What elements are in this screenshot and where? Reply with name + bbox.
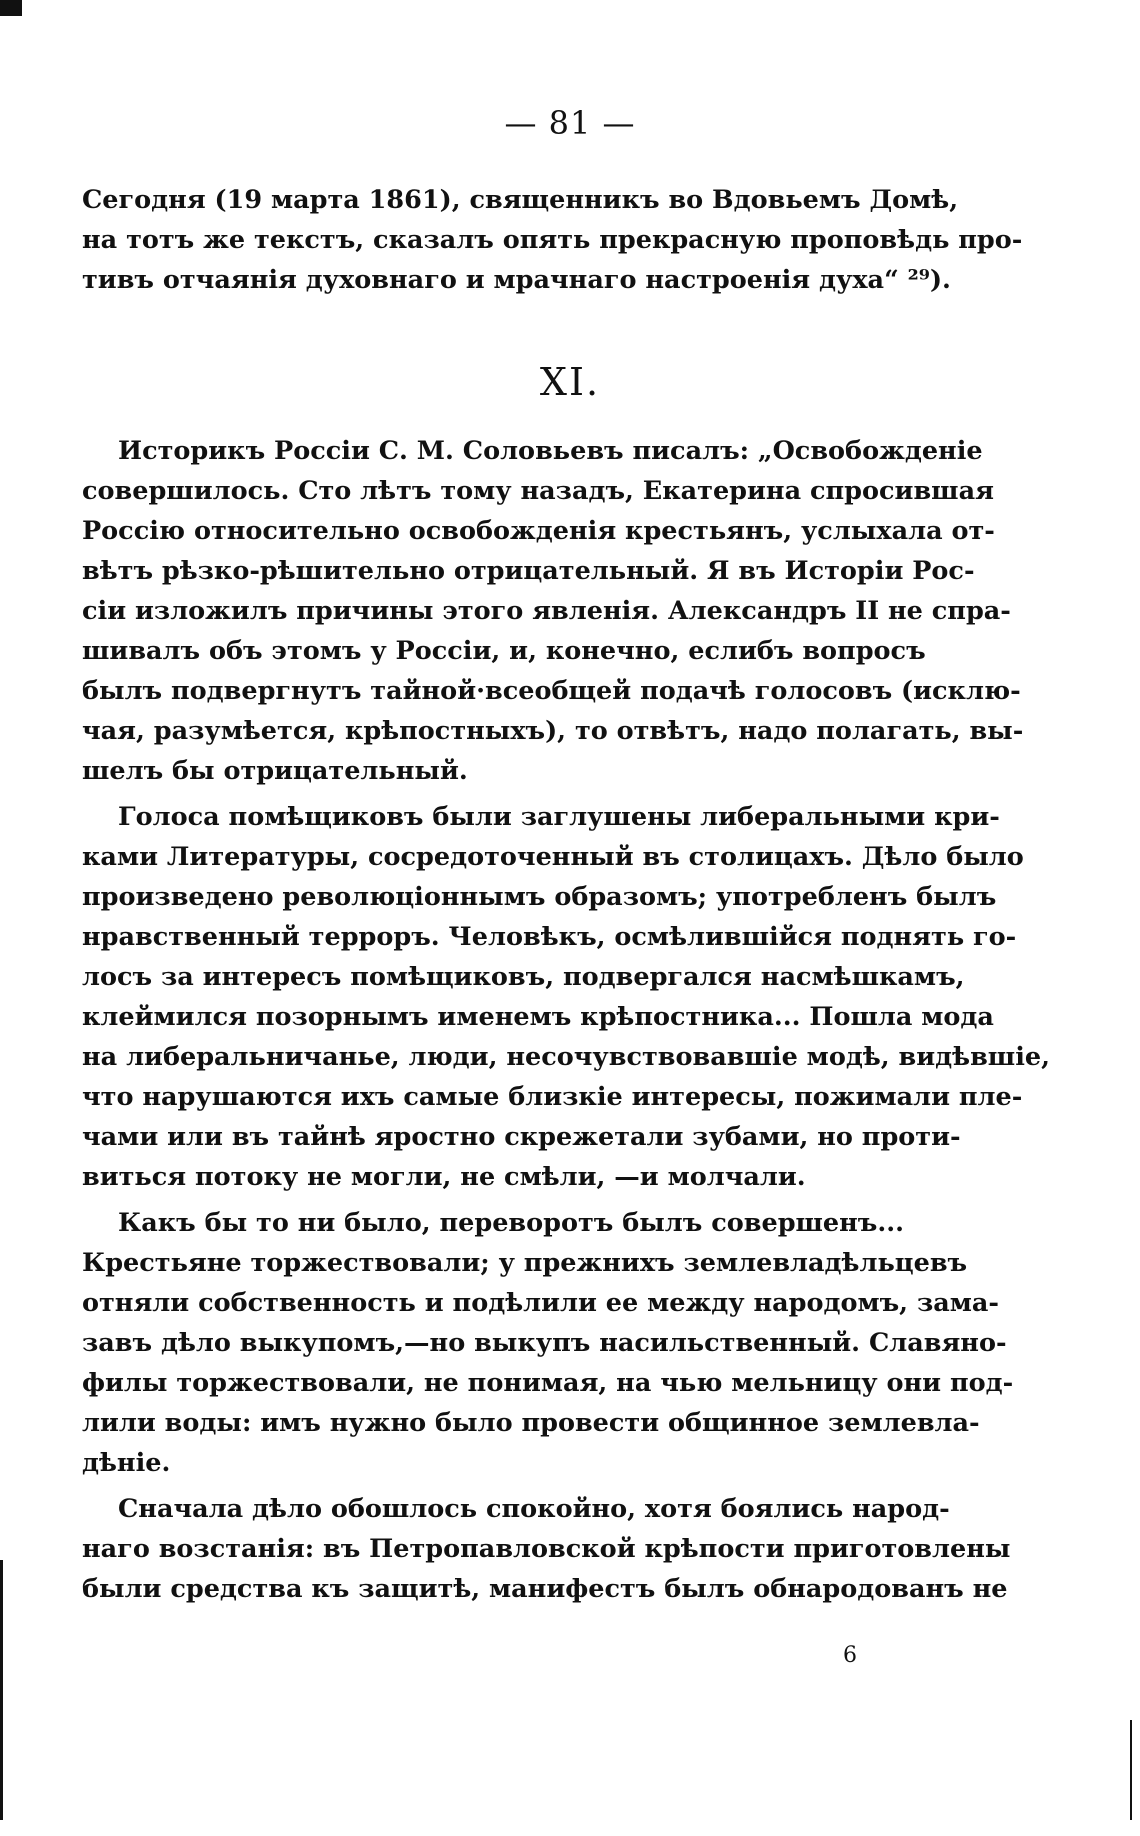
text-line: чами или въ тайнѣ яростно скрежетали зубами, но проти-	[82, 1122, 961, 1152]
text-line: завъ дѣло выкупомъ,—но выкупъ насильственный. Славяно-	[82, 1328, 1007, 1358]
page-number: — 81 —	[504, 104, 636, 142]
text-line: Голоса помѣщиковъ были заглушены либеральными кри-	[118, 802, 1000, 832]
text-line: нравственный терроръ. Человѣкъ, осмѣлившійся поднять го-	[82, 922, 1017, 952]
text-line: произведено революціоннымъ образомъ; употребленъ былъ	[82, 882, 997, 912]
text-line: былъ подвергнутъ тайной·всеобщей подачѣ голосовъ (исклю-	[82, 676, 1021, 706]
paragraph	[82, 797, 1050, 1197]
text-line: лосъ за интересъ помѣщиковъ, подвергался насмѣшкамъ,	[82, 962, 965, 992]
text-line: Сначала дѣло обошлось спокойно, хотя боялись народ-	[118, 1494, 950, 1524]
text-line: Какъ бы то ни было, переворотъ былъ совершенъ...	[118, 1208, 905, 1238]
text-line: отняли собственность и подѣлили ее между народомъ, зама-	[82, 1288, 999, 1318]
text-line: Историкъ Россіи С. М. Соловьевъ писалъ: „Освобожденіе	[118, 436, 983, 466]
text-line: ками Литературы, сосредоточенный въ столицахъ. Дѣло было	[82, 842, 1024, 872]
text-line: виться потоку не могли, не смѣли, —и молчали.	[82, 1162, 806, 1192]
text-line: совершилось. Сто лѣтъ тому назадъ, Екатерина спросившая	[82, 476, 994, 506]
text-line: чая, разумѣется, крѣпостныхъ), то отвѣтъ, надо полагать, вы-	[82, 716, 1024, 746]
text-line: шивалъ объ этомъ у Россіи, и, конечно, еслибъ вопросъ	[82, 636, 926, 666]
text-line: на тотъ же текстъ, сказалъ опять прекрасную проповѣдь про-	[82, 225, 1023, 255]
scan-edge-top-left	[0, 0, 22, 16]
text-line: наго возстанія: въ Петропавловской крѣпости приготовлены	[82, 1534, 1011, 1564]
text-line: Сегодня (19 марта 1861), священникъ во Вдовьемъ Домѣ,	[82, 185, 959, 215]
paragraph	[82, 1489, 1011, 1609]
paragraph	[82, 1203, 1014, 1483]
intro-paragraph	[82, 180, 1023, 300]
body-text	[82, 431, 1050, 1615]
text-line: вѣтъ рѣзко-рѣшительно отрицательный. Я въ Исторіи Рос-	[82, 556, 975, 586]
scan-edge-left	[0, 1560, 3, 1820]
text-line: клеймился позорнымъ именемъ крѣпостника... Пошла мода	[82, 1002, 994, 1032]
text-line: на либеральничанье, люди, несочувствовавшіе модѣ, видѣвшіе,	[82, 1042, 1050, 1072]
text-line: сіи изложилъ причины этого явленія. Александръ II не спра-	[82, 596, 1011, 626]
text-line: что нарушаются ихъ самые близкіе интересы, пожимали пле-	[82, 1082, 1023, 1112]
scan-edge-right	[1130, 1720, 1132, 1820]
text-line: Крестьяне торжествовали; у прежнихъ землевладѣльцевъ	[82, 1248, 968, 1278]
text-line: филы торжествовали, не понимая, на чью мельницу они под-	[82, 1368, 1014, 1398]
text-line: шелъ бы отрицательный.	[82, 756, 468, 786]
text-line: были средства къ защитѣ, манифестъ былъ обнародованъ не	[82, 1574, 1008, 1604]
text-line: тивъ отчаянія духовнаго и мрачнаго настроенія духа“ ²⁹).	[82, 265, 951, 295]
signature-mark: 6	[843, 1643, 857, 1668]
chapter-heading: XI.	[539, 360, 601, 404]
paragraph	[82, 431, 1024, 791]
text-line: дѣніе.	[82, 1448, 171, 1478]
text-line: лили воды: имъ нужно было провести общинное землевла-	[82, 1408, 980, 1438]
text-line: Россію относительно освобожденія крестьянъ, услыхала от-	[82, 516, 995, 546]
